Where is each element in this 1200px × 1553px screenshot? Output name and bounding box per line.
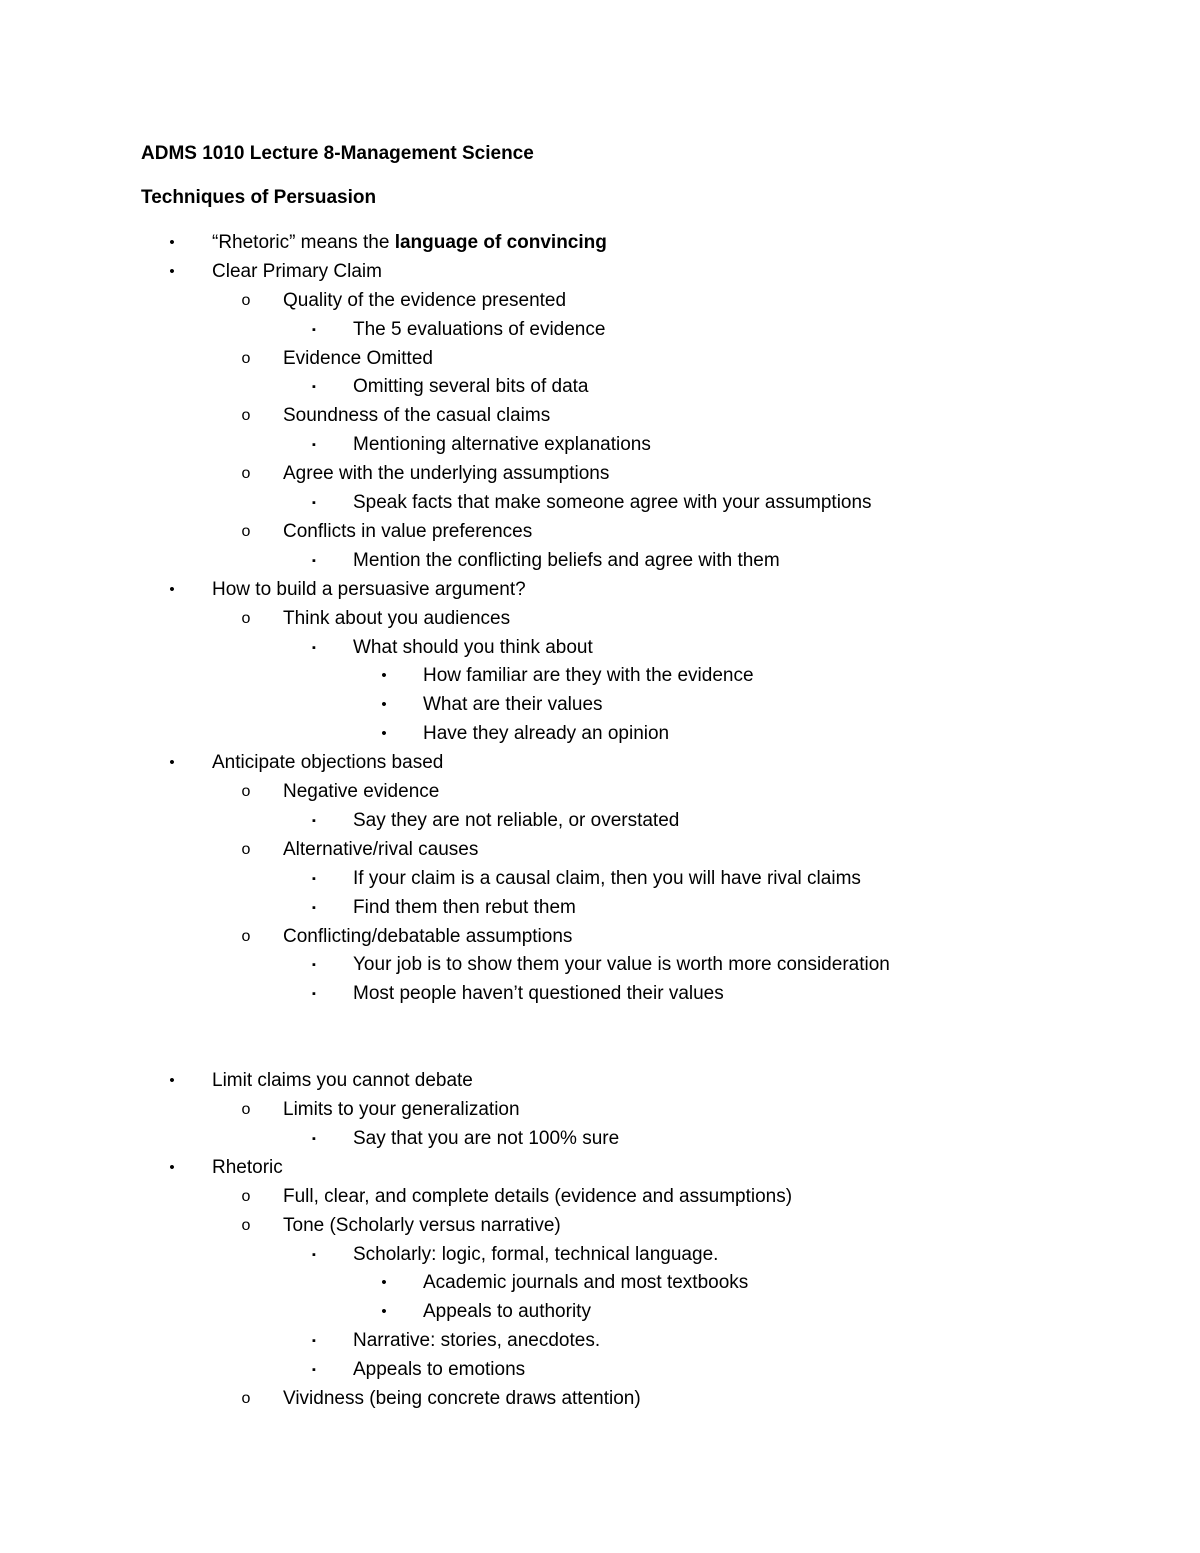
bullet-disc-icon: • [169,581,175,598]
list-item-level-3: Appeals to emotions [353,1359,526,1380]
list-item-level-3: Most people haven’t questioned their values [353,983,724,1004]
bullet-disc-icon: • [169,1072,175,1089]
bullet-disc-icon: • [381,696,387,713]
bullet-disc-icon: • [169,754,175,771]
list-item-level-3: Find them then rebut them [353,897,576,918]
list-item-level-3: Mention the conflicting beliefs and agree with them [353,550,780,571]
list-item-level-2: Agree with the underlying assumptions [283,463,610,484]
list-item-level-3: If your claim is a causal claim, then you will have rival claims [353,868,861,889]
list-item-level-4: How familiar are they with the evidence [423,665,754,686]
list-item-level-2: Quality of the evidence presented [283,290,567,311]
bullet-circle-icon: o [241,350,251,367]
list-item-level-3: Your job is to show them your value is worth more consideration [353,954,890,975]
bullet-circle-icon: o [241,407,251,424]
bullet-circle-icon: o [241,1101,251,1118]
list-item-level-4: What are their values [423,694,603,715]
bullet-disc-icon: • [381,667,387,684]
bullet-circle-icon: o [241,841,251,858]
list-item-level-2: Think about you audiences [283,608,511,629]
bold-text: language of convincing [394,232,607,253]
bullet-circle-icon: o [241,783,251,800]
list-item-level-3: Say they are not reliable, or overstated [353,810,680,831]
list-item-level-3: Omitting several bits of data [353,376,589,397]
list-item-level-4: Academic journals and most textbooks [423,1272,749,1293]
bullet-disc-icon: • [169,263,175,280]
list-item-level-4: Appeals to authority [423,1301,591,1322]
bullet-disc-icon: • [169,1159,175,1176]
document-title: ADMS 1010 Lecture 8-Management Science [141,143,534,164]
list-item-level-1: How to build a persuasive argument? [212,579,526,600]
list-item-level-3: Say that you are not 100% sure [353,1128,620,1149]
bullet-circle-icon: o [241,292,251,309]
bullet-square-icon: ▪ [312,439,316,451]
bullet-square-icon: ▪ [312,1249,316,1261]
list-item-level-1: Clear Primary Claim [212,261,382,282]
bullet-square-icon: ▪ [312,642,316,654]
list-item-level-1: Limit claims you cannot debate [212,1070,473,1091]
list-item-level-1: Anticipate objections based [212,752,444,773]
bullet-square-icon: ▪ [312,324,316,336]
section-heading: Techniques of Persuasion [141,187,377,208]
bullet-circle-icon: o [241,1188,251,1205]
bullet-disc-icon: • [381,1274,387,1291]
bullet-square-icon: ▪ [312,1364,316,1376]
bullet-circle-icon: o [241,465,251,482]
bullet-square-icon: ▪ [312,555,316,567]
list-item-level-2: Conflicts in value preferences [283,521,533,542]
bullet-circle-icon: o [241,1390,251,1407]
bullet-square-icon: ▪ [312,959,316,971]
list-item-level-1: Rhetoric [212,1157,283,1178]
list-item-level-2: Negative evidence [283,781,440,802]
list-item-level-4: Have they already an opinion [423,723,670,744]
list-item-level-1 [212,231,607,255]
list-item-level-3: The 5 evaluations of evidence [353,319,606,340]
list-item-level-2: Alternative/rival causes [283,839,479,860]
bullet-disc-icon: • [381,725,387,742]
list-item-level-2: Vividness (being concrete draws attention) [283,1388,641,1409]
list-item-level-2: Limits to your generalization [283,1099,520,1120]
bullet-square-icon: ▪ [312,1133,316,1145]
list-item-level-3: Speak facts that make someone agree with your assumptions [353,492,872,513]
bullet-square-icon: ▪ [312,902,316,914]
bullet-circle-icon: o [241,610,251,627]
bullet-disc-icon: • [381,1303,387,1320]
bullet-square-icon: ▪ [312,815,316,827]
bullet-square-icon: ▪ [312,873,316,885]
list-item-level-3: What should you think about [353,637,593,658]
list-item-level-3: Narrative: stories, anecdotes. [353,1330,601,1351]
bullet-circle-icon: o [241,523,251,540]
bullet-disc-icon: • [169,234,175,251]
list-item-level-3: Scholarly: logic, formal, technical language. [353,1244,719,1265]
bullet-circle-icon: o [241,928,251,945]
list-item-level-2: Evidence Omitted [283,348,433,369]
list-item-level-3: Mentioning alternative explanations [353,434,651,455]
list-item-level-2: Tone (Scholarly versus narrative) [283,1215,561,1236]
bullet-square-icon: ▪ [312,1335,316,1347]
list-item-level-2: Full, clear, and complete details (evidence and assumptions) [283,1186,793,1207]
bullet-circle-icon: o [241,1217,251,1234]
bullet-square-icon: ▪ [312,988,316,1000]
bullet-square-icon: ▪ [312,381,316,393]
bullet-square-icon: ▪ [312,497,316,509]
text-run: “Rhetoric” means the [212,232,395,253]
list-item-level-2: Soundness of the casual claims [283,405,551,426]
list-item-level-2: Conflicting/debatable assumptions [283,926,573,947]
